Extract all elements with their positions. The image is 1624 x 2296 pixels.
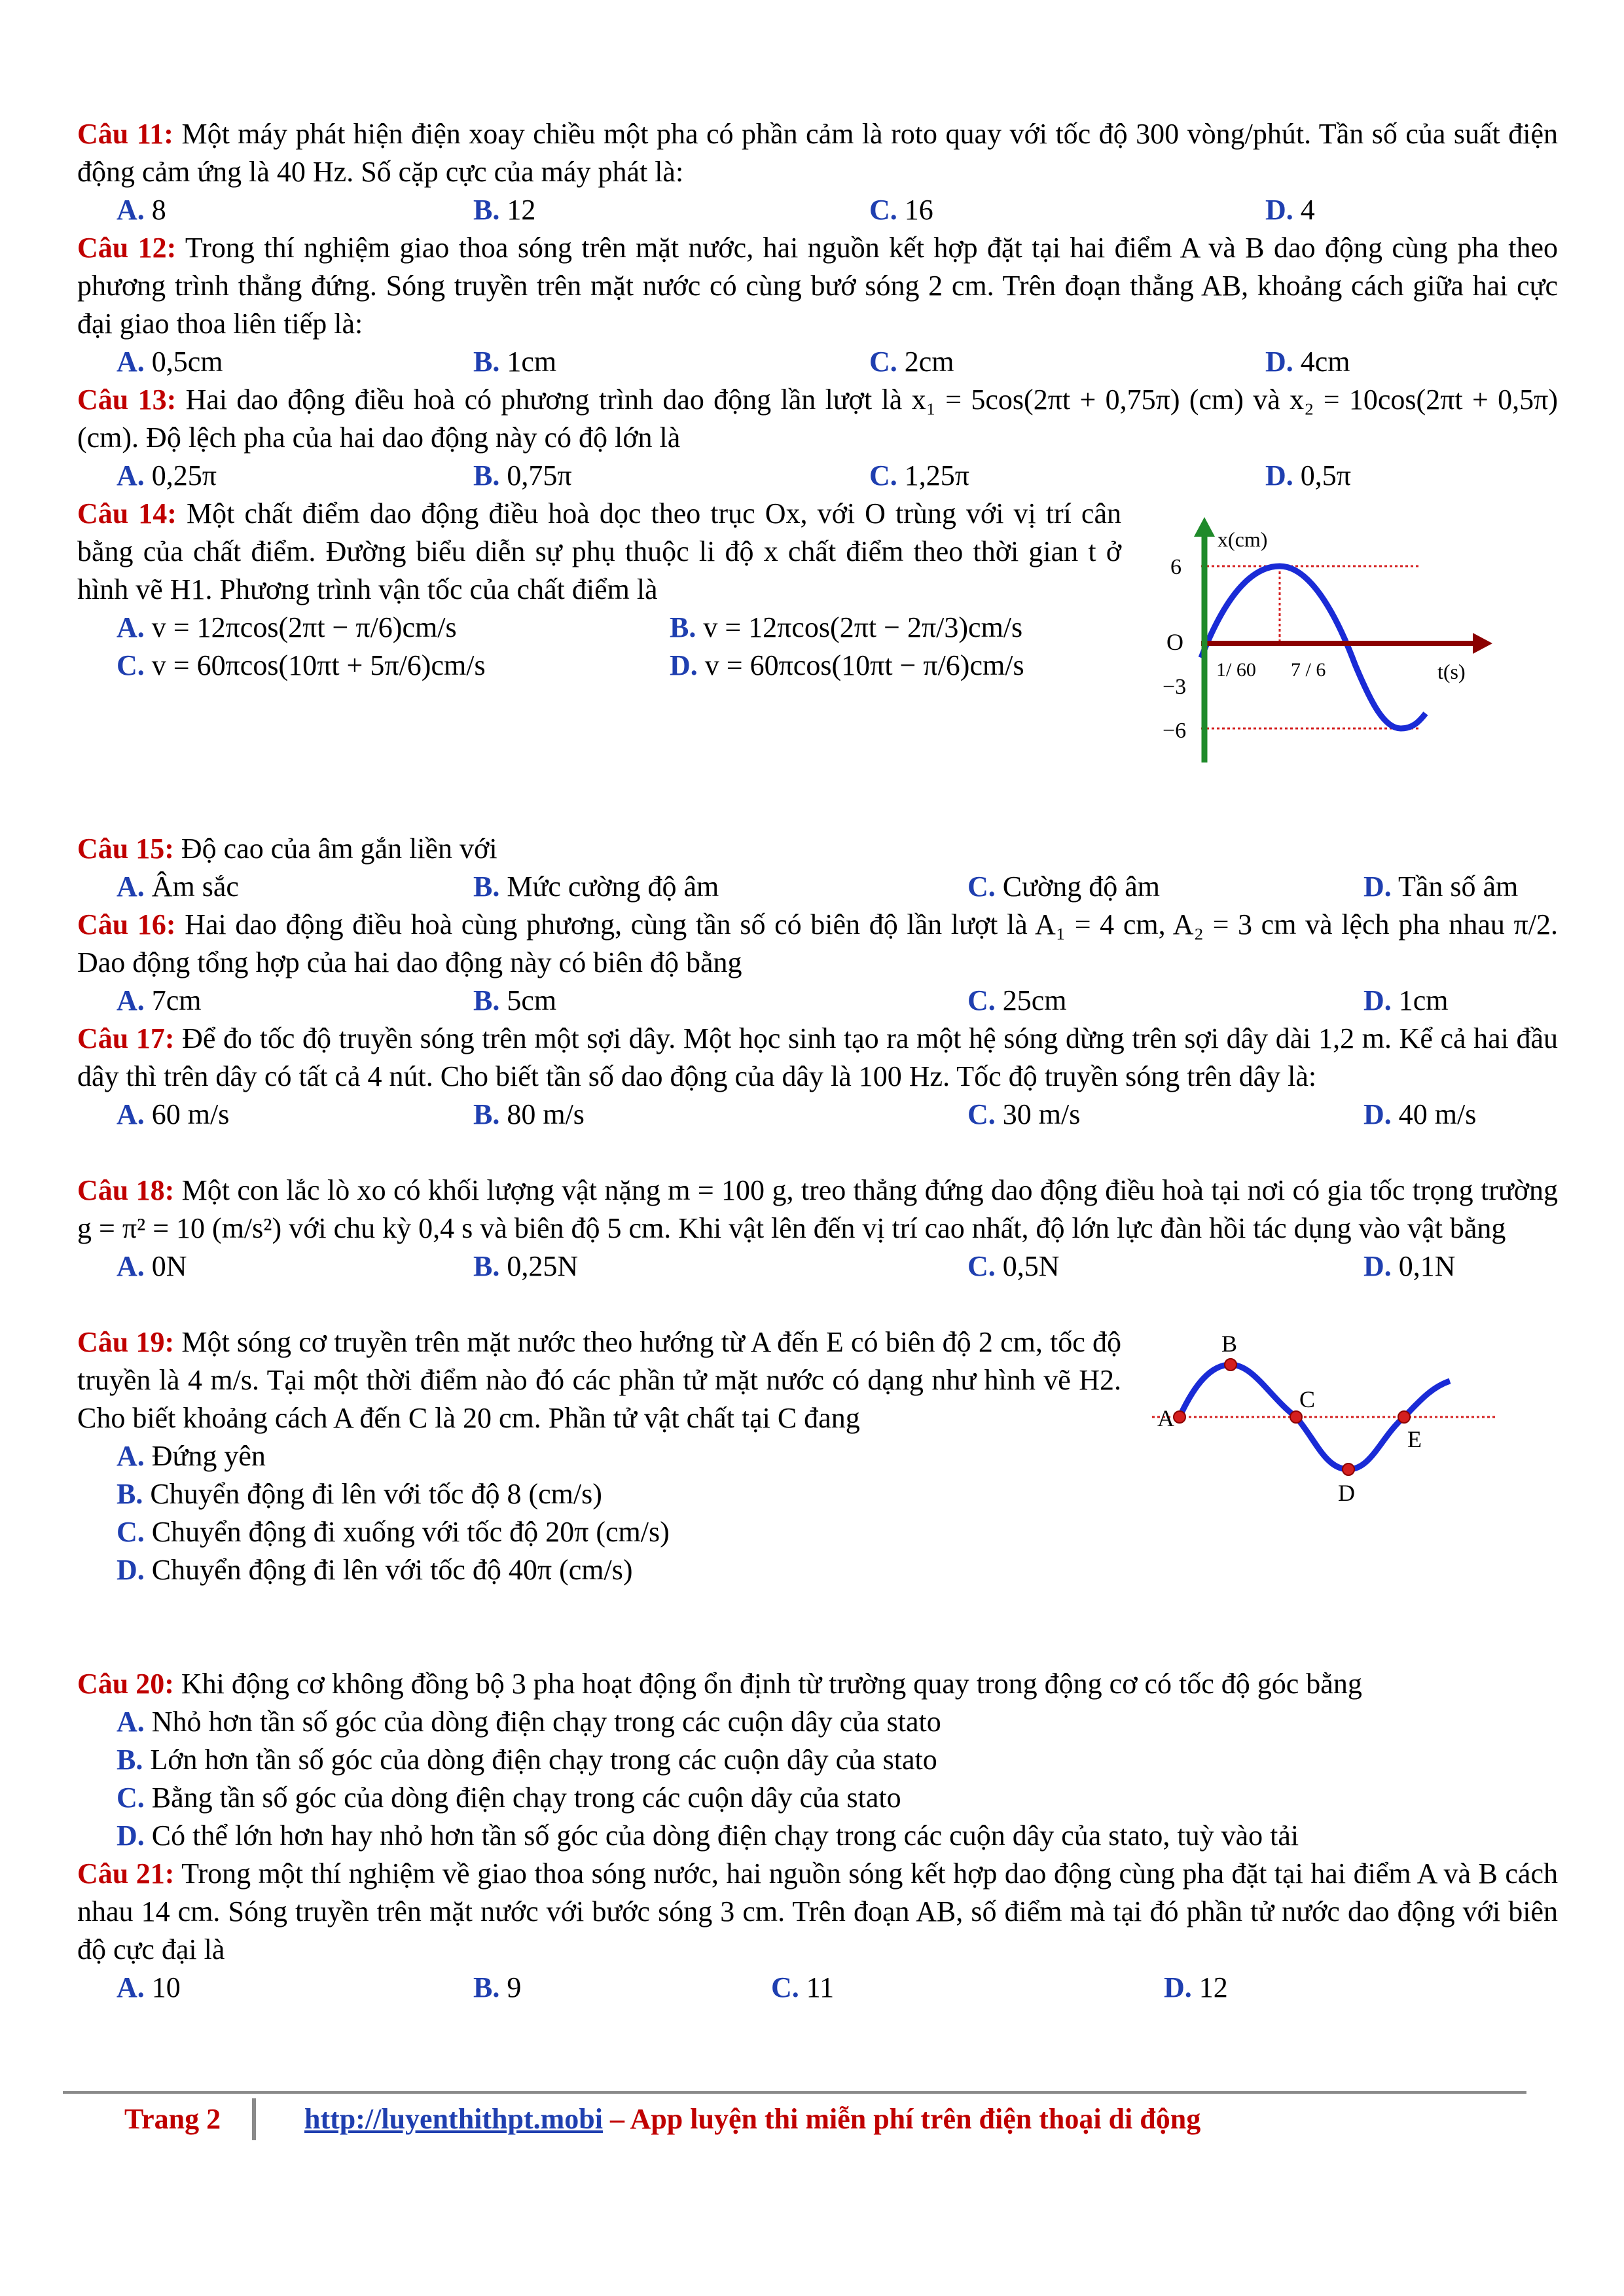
- point-e-label: E: [1407, 1426, 1422, 1452]
- option-b: B. Chuyển động đi lên với tốc độ 8 (cm/s): [117, 1478, 602, 1510]
- page-number: Trang 2: [124, 2103, 221, 2135]
- question-16: [77, 906, 1558, 1020]
- option-a: A. v = 12πcos(2πt − π/6)cm/s: [117, 611, 457, 643]
- question-17: [77, 1020, 1558, 1134]
- option-c: C. 30 m/s: [967, 1098, 1081, 1130]
- option-a: A. 0N: [117, 1250, 187, 1282]
- option-a: A. Đứng yên: [117, 1440, 266, 1472]
- option-a: A. 0,5cm: [117, 346, 223, 378]
- footer-separator: [252, 2098, 256, 2140]
- point-b-label: B: [1221, 1331, 1238, 1357]
- question-text: Hai dao động điều hoà có phương trình dao động lần lượt là x₁ = 5cos(2πt + 0,75π) (cm) và x₂ = 10cos(2πt + 0,5π) (cm). Độ lệch pha của hai dao động này có độ lớn là: [77, 384, 1558, 454]
- option-c: C. v = 60πcos(10πt + 5π/6)cm/s: [117, 649, 486, 681]
- option-c: C. 25cm: [967, 984, 1067, 1016]
- question-text: Độ cao của âm gắn liền với: [173, 833, 497, 865]
- tick-1-60: 1/ 60: [1216, 659, 1256, 681]
- point-d-label: D: [1338, 1480, 1355, 1506]
- question-21: [77, 1855, 1558, 2007]
- option-c: C. Chuyển động đi xuống với tốc độ 20π (cm/s): [117, 1516, 670, 1548]
- footer-tagline: – App luyện thi miễn phí trên điện thoại di động: [602, 2103, 1201, 2135]
- point-c-dot: [1290, 1411, 1302, 1423]
- option-d: D. 4: [1265, 194, 1315, 226]
- option-b: B. 0,25N: [473, 1250, 579, 1282]
- question-label: Câu 16:: [77, 908, 176, 941]
- option-b: B. 9: [473, 1971, 522, 2003]
- question-19: [77, 1323, 1121, 1589]
- option-c: C. 11: [771, 1971, 835, 2003]
- option-c: C. Bằng tần số góc của dòng điện chạy trong các cuộn dây của stato: [117, 1782, 901, 1814]
- option-b: B. v = 12πcos(2πt − 2π/3)cm/s: [670, 611, 1023, 643]
- footer-text: [304, 2102, 1200, 2136]
- option-c: C. 2cm: [869, 346, 954, 378]
- option-c: C. 1,25π: [869, 459, 969, 492]
- tick-7-6: 7 / 6: [1291, 659, 1326, 681]
- question-label: Câu 14:: [77, 497, 177, 529]
- option-d: D. Có thể lớn hơn hay nhỏ hơn tần số góc của dòng điện chạy trong các cuộn dây của stato, tuỳ vào tải: [117, 1820, 1299, 1852]
- option-d: D. 0,1N: [1363, 1250, 1456, 1282]
- question-20: [77, 1665, 1558, 1855]
- option-d: D. 0,5π: [1265, 459, 1351, 492]
- question-13: [77, 381, 1558, 495]
- option-d: D. v = 60πcos(10πt − π/6)cm/s: [670, 649, 1024, 681]
- option-b: B. 1cm: [473, 346, 557, 378]
- option-d: D. 1cm: [1363, 984, 1449, 1016]
- question-label: Câu 13:: [77, 384, 177, 416]
- option-b: B. 80 m/s: [473, 1098, 585, 1130]
- option-a: A. 0,25π: [117, 459, 217, 492]
- tick-6: 6: [1170, 555, 1182, 579]
- option-d: D. 4cm: [1265, 346, 1350, 378]
- option-c: C. 16: [869, 194, 933, 226]
- point-b-dot: [1225, 1359, 1236, 1371]
- question-text: Trong thí nghiệm giao thoa sóng trên mặt nước, hai nguồn kết hợp đặt tại hai điểm A và B dao động cùng pha theo phương trình thẳng đứng. Sóng truyền trên mặt nước có cùng bướ sóng 2 cm. Trên đoạn thẳng AB, khoảng cách giữa hai cực đại giao thoa liên tiếp là:: [77, 232, 1559, 340]
- point-a-label: A: [1157, 1405, 1174, 1431]
- question-label: Câu 20:: [77, 1668, 174, 1700]
- option-a: A. Âm sắc: [117, 870, 239, 903]
- option-b: B. 5cm: [473, 984, 557, 1016]
- question-text: Một chất điểm dao động điều hoà dọc theo trục Ox, với O trùng với vị trí cân bằng của chất điểm. Đường biểu diễn sự phụ thuộc li độ x chất điểm theo thời gian t ở hình vẽ H1. Phương trình vận tốc của chất điểm là: [77, 497, 1121, 605]
- option-a: A. Nhỏ hơn tần số góc của dòng điện chạy trong các cuộn dây của stato: [117, 1706, 941, 1738]
- question-14: [77, 495, 1121, 685]
- option-a: A. 8: [117, 194, 166, 226]
- tick-minus-6: −6: [1163, 719, 1187, 743]
- option-a: A. 10: [117, 1971, 181, 2003]
- question-text: Một máy phát hiện điện xoay chiều một pha có phần cảm là roto quay với tốc độ 300 vòng/phút. Tần số của suất điện động cảm ứng là 40 Hz. Số cặp cực của máy phát là:: [77, 118, 1558, 188]
- origin-label: O: [1166, 629, 1183, 655]
- footer-link[interactable]: http://luyenthithpt.mobi: [304, 2103, 603, 2135]
- question-11: [77, 115, 1558, 229]
- point-c-label: C: [1299, 1386, 1316, 1412]
- question-label: Câu 12:: [77, 232, 177, 264]
- question-text: Một sóng cơ truyền trên mặt nước theo hướng từ A đến E có biên độ 2 cm, tốc độ truyền là 4 m/s. Tại một thời điểm nào đó các phần tử mặt nước có dạng như hình vẽ H2. Cho biết khoảng cách A đến C là 20 cm. Phần tử vật chất tại C đang: [77, 1326, 1121, 1434]
- question-label: Câu 21:: [77, 1857, 175, 1890]
- point-d-dot: [1343, 1463, 1354, 1475]
- option-b: B. 12: [473, 194, 536, 226]
- question-15: [77, 830, 1558, 906]
- question-label: Câu 17:: [77, 1022, 175, 1054]
- question-text: Hai dao động điều hoà cùng phương, cùng tần số có biên độ lần lượt là A₁ = 4 cm, A₂ = 3 cm và lệch pha nhau π/2. Dao động tổng hợp của hai dao động này có biên độ bằng: [77, 908, 1558, 978]
- question-label: Câu 15:: [77, 833, 174, 865]
- question-text: Trong một thí nghiệm về giao thoa sóng nước, hai nguồn sóng kết hợp dao động cùng pha đặt tại hai điểm A và B cách nhau 14 cm. Sóng truyền trên mặt nước với bước sóng 3 cm. Trên đoạn AB, số điểm mà tại đó phần tử nước dao động với biên độ cực đại là: [77, 1857, 1558, 1965]
- option-a: A. 7cm: [117, 984, 202, 1016]
- question-label: Câu 18:: [77, 1174, 175, 1206]
- option-b: B. 0,75π: [473, 459, 572, 492]
- tick-minus-3: −3: [1163, 675, 1187, 699]
- question-label: Câu 19:: [77, 1326, 175, 1358]
- y-axis-label: x(cm): [1218, 528, 1268, 551]
- question-18: [77, 1172, 1558, 1285]
- option-b: B. Lớn hơn tần số góc của dòng điện chạy trong các cuộn dây của stato: [117, 1744, 937, 1776]
- question-text: Khi động cơ không đồng bộ 3 pha hoạt động ổn định từ trường quay trong động cơ có tốc độ góc bằng: [173, 1668, 1362, 1700]
- question-label: Câu 11:: [77, 118, 173, 150]
- t-axis-arrow: [1473, 633, 1492, 654]
- option-c: C. 0,5N: [967, 1250, 1060, 1282]
- question-12: [77, 229, 1558, 381]
- point-e-dot: [1398, 1411, 1410, 1423]
- option-b: B. Mức cường độ âm: [473, 870, 719, 903]
- option-d: D. Tần số âm: [1363, 870, 1519, 903]
- figure-h2-wave: [1139, 1325, 1506, 1522]
- option-c: C. Cường độ âm: [967, 870, 1160, 903]
- question-text: Để đo tốc độ truyền sóng trên một sợi dây. Một học sinh tạo ra một hệ sóng dừng trên sợi dây dài 1,2 m. Kể cả hai đầu dây thì trên dây có tất cả 4 nút. Cho biết tần số dao động của dây là 100 Hz. Tốc độ truyền sóng trên dây là:: [77, 1022, 1559, 1092]
- option-a: A. 60 m/s: [117, 1098, 230, 1130]
- wave-curve: [1201, 566, 1426, 728]
- option-d: D. 40 m/s: [1363, 1098, 1477, 1130]
- figure-h1-graph: [1139, 507, 1506, 776]
- x-axis-arrow: [1194, 517, 1215, 537]
- option-d: D. 12: [1164, 1971, 1228, 2003]
- point-a-dot: [1174, 1411, 1185, 1423]
- question-text: Một con lắc lò xo có khối lượng vật nặng m = 100 g, treo thẳng đứng dao động điều hoà tại nơi có gia tốc trọng trường g = π² = 10 (m/s²) với chu kỳ 0,4 s và biên độ 5 cm. Khi vật lên đến vị trí cao nhất, độ lớn lực đàn hồi tác dụng vào vật bằng: [77, 1174, 1558, 1244]
- x-axis-label: t(s): [1437, 660, 1466, 683]
- footer-divider: [63, 2091, 1526, 2094]
- option-d: D. Chuyển động đi lên với tốc độ 40π (cm/s): [117, 1554, 633, 1586]
